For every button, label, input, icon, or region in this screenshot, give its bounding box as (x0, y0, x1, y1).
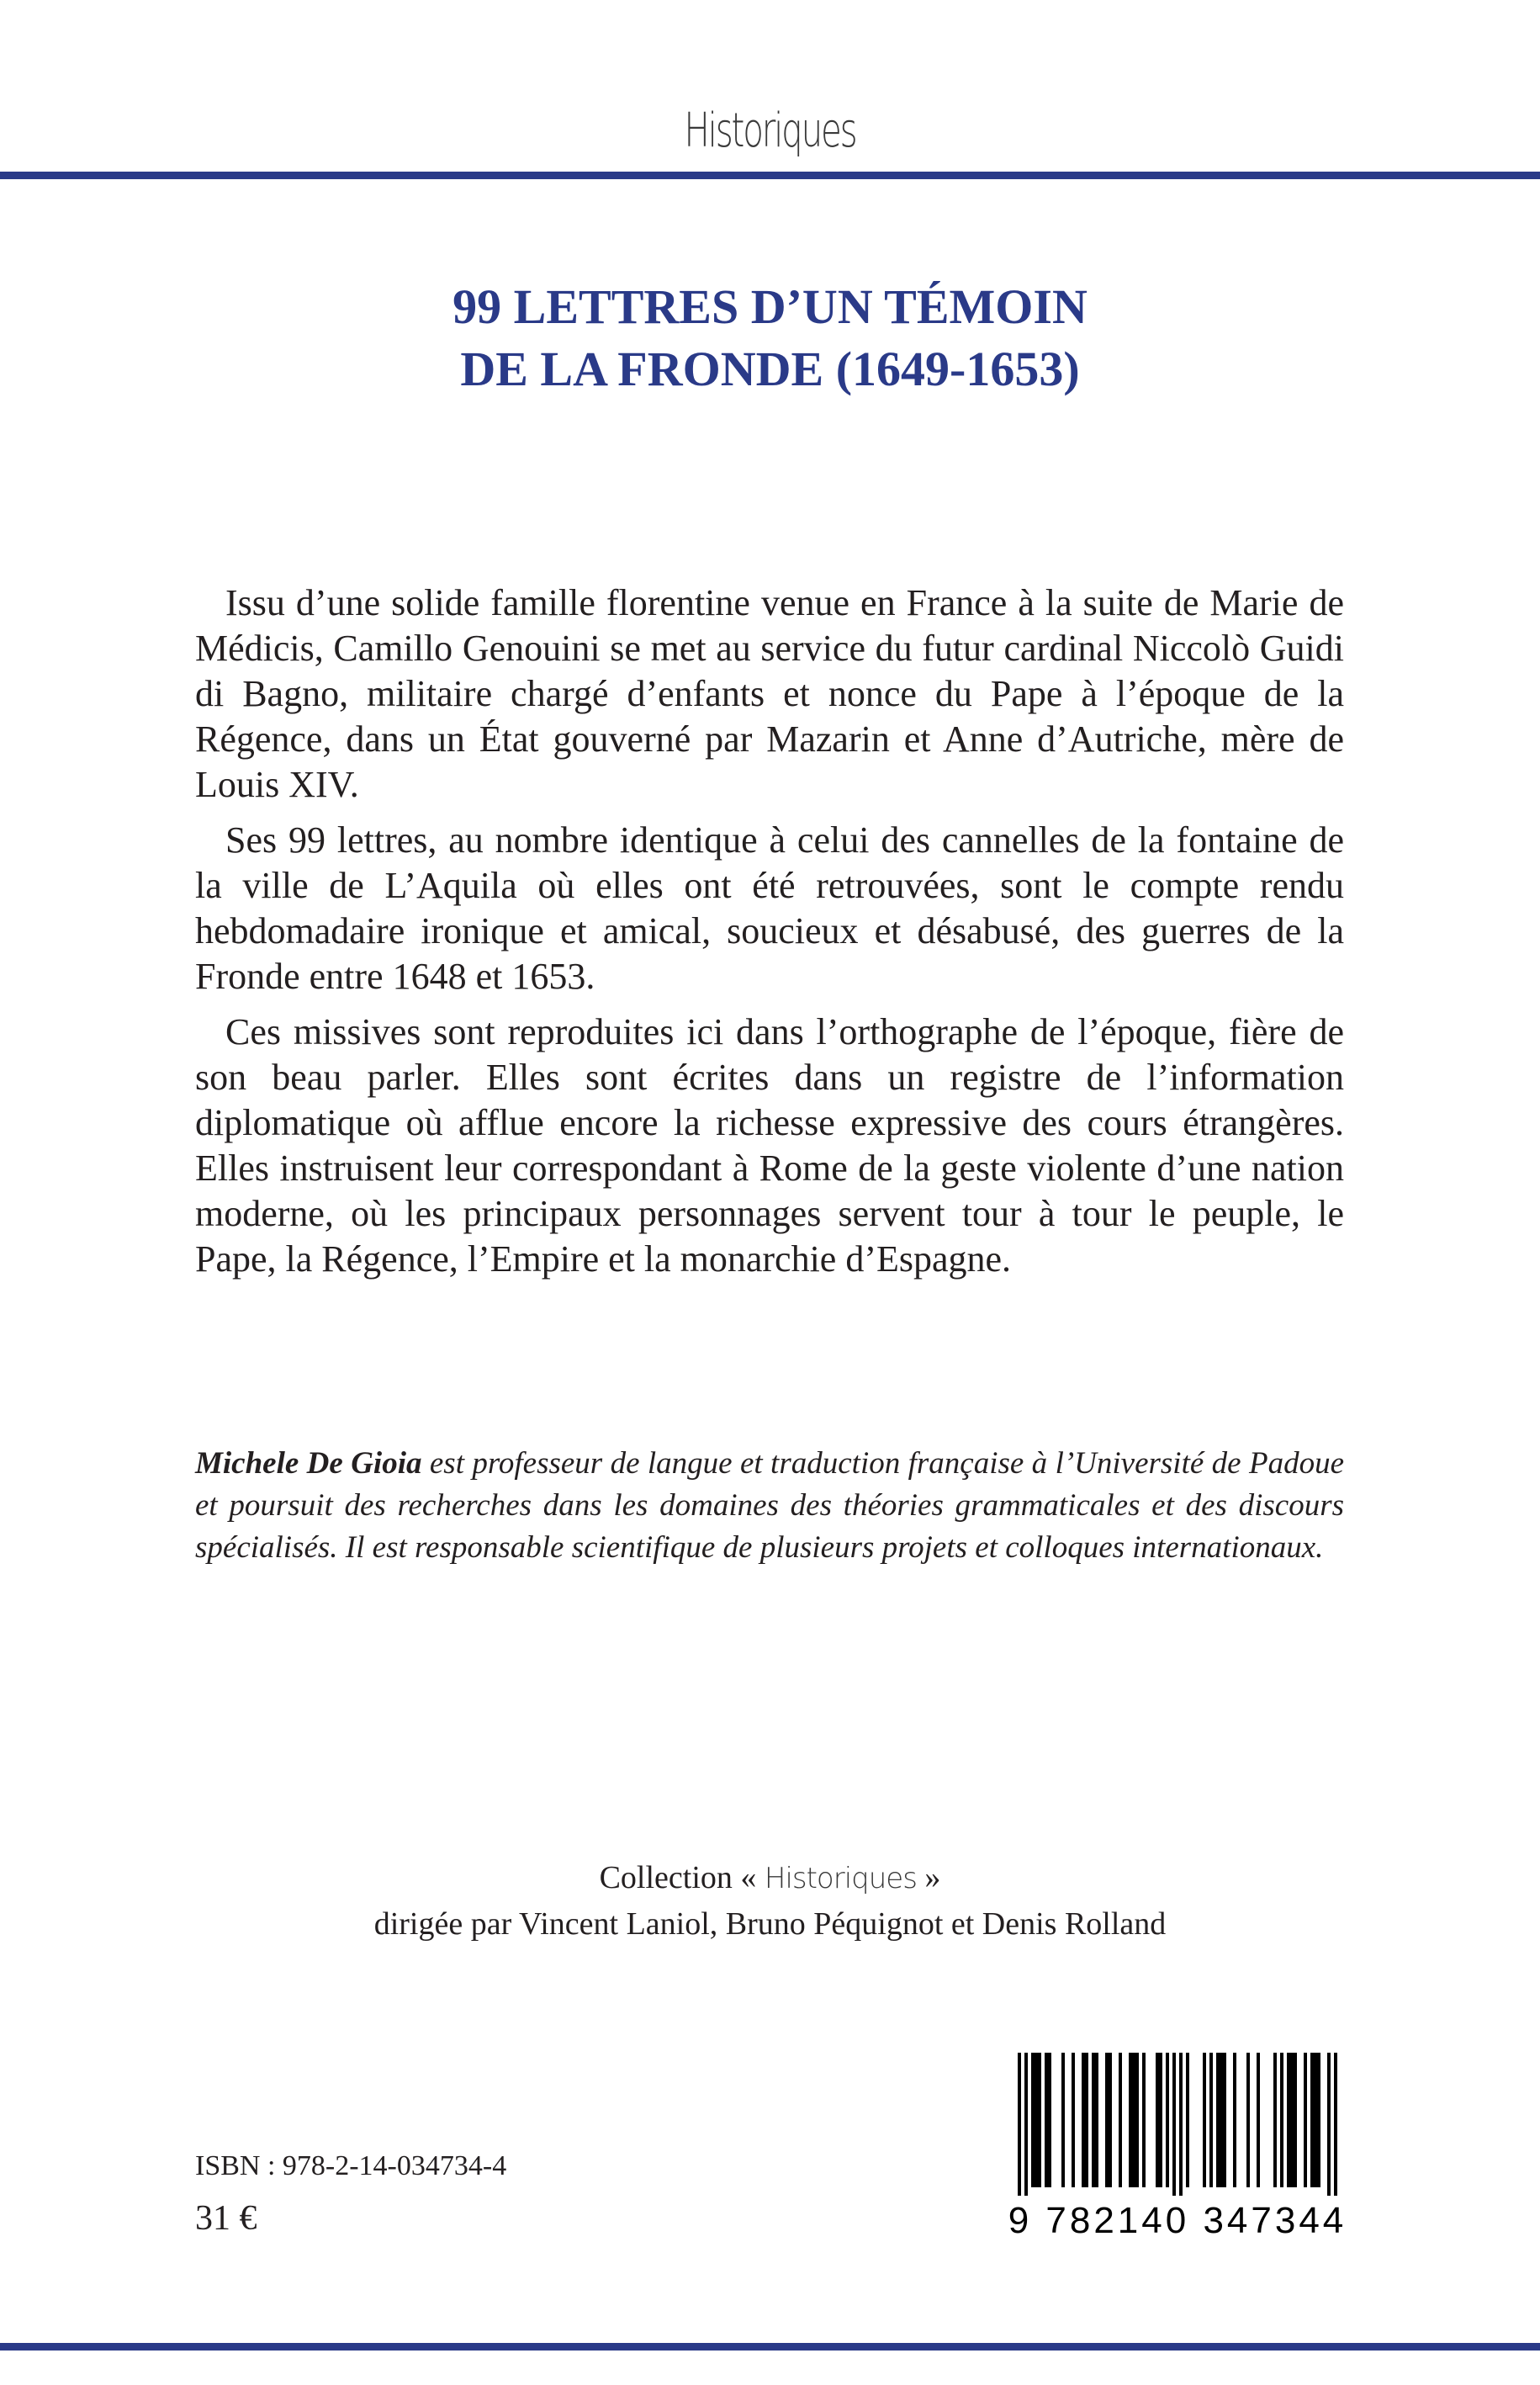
author-bio (195, 1443, 1344, 1569)
collection-series-name: Historiques (764, 1862, 917, 1895)
barcode-bar (1220, 2053, 1223, 2187)
barcode-bar (1095, 2053, 1098, 2187)
barcode-bar (1186, 2053, 1189, 2187)
barcode-bar (1280, 2053, 1283, 2187)
barcode-bar (1294, 2053, 1297, 2187)
barcode-bar (1290, 2053, 1294, 2187)
collection-directors: dirigée par Vincent Laniol, Bruno Péquignot et Denis Rolland (373, 1906, 1167, 1942)
barcode-bar (1018, 2053, 1021, 2196)
barcode-bar (1257, 2053, 1260, 2187)
collection-info (0, 1855, 1540, 1947)
barcode-bar (1172, 2053, 1176, 2196)
barcode-bar (1048, 2053, 1051, 2187)
barcode-bar (1216, 2053, 1220, 2187)
barcode-bar (1223, 2053, 1226, 2187)
bottom-divider (0, 2343, 1540, 2351)
barcode-bar (1142, 2053, 1146, 2187)
barcode-bar (1031, 2053, 1035, 2187)
barcode-bar (1119, 2053, 1122, 2187)
barcode-bar (1334, 2053, 1337, 2196)
barcode-bars (1009, 2053, 1346, 2196)
barcode-bar (1246, 2053, 1250, 2187)
author-bio-text: est professeur de langue et traduction française à l’Université de Padoue et poursuit des recherches dans les domaines des théories grammaticales et des discours spécialisés. Il est responsable scientifique de plusieurs projets et colloques internationaux. (195, 1446, 1345, 1565)
blurb (195, 580, 1344, 1292)
barcode-bar (1072, 2053, 1075, 2187)
top-divider (0, 172, 1540, 179)
barcode-bar (1035, 2053, 1038, 2187)
barcode-bar (1156, 2053, 1159, 2187)
author-name: Michele De Gioia (195, 1446, 422, 1481)
barcode-bar (1304, 2053, 1307, 2187)
collection-prefix: Collection « (599, 1860, 765, 1895)
barcode-bar (1209, 2053, 1213, 2187)
barcode-bar (1314, 2053, 1317, 2187)
barcode-bar (1179, 2053, 1183, 2196)
barcode-bar (1327, 2053, 1331, 2196)
barcode-bar (1287, 2053, 1290, 2187)
barcode-bar (1105, 2053, 1109, 2187)
barcode-bar (1092, 2053, 1095, 2187)
barcode-bar (1132, 2053, 1135, 2187)
barcode-bar (1203, 2053, 1206, 2187)
barcode-bar (1317, 2053, 1320, 2187)
barcode-bar (1159, 2053, 1162, 2187)
barcode-bar (1233, 2053, 1236, 2187)
barcode-bar (1109, 2053, 1112, 2187)
barcode-bar (1135, 2053, 1139, 2187)
blurb-paragraph: Ses 99 lettres, au nombre identique à celui des cannelles de la fontaine de la ville de L’Aquila où elles ont été retrouvées, sont le compte rendu hebdomadaire ironique et amical, soucieux et désabusé, des guerres de la Fronde entre 1648 et 1653. (195, 819, 1344, 997)
barcode-bar (1166, 2053, 1169, 2187)
barcode-bar (1310, 2053, 1314, 2187)
barcode-bar (1082, 2053, 1085, 2187)
barcode-bar (1038, 2053, 1041, 2187)
collection-suffix: » (916, 1860, 941, 1895)
barcode-bar (1024, 2053, 1028, 2196)
book-title (0, 276, 1540, 400)
series-logo: Historiques (684, 103, 856, 158)
book-title-line-1: 99 LETTRES D’UN TÉMOIN (452, 279, 1088, 334)
book-title-line-2: DE LA FRONDE (1649-1653) (460, 342, 1080, 396)
collection-line (0, 1855, 1540, 1901)
blurb-paragraph: Ces missives sont reproduites ici dans l’orthographe de l’époque, fière de son beau parler. Elles sont écrites dans un registre de l’information diplomatique où afflue encore la richesse expressive des cours étrangères. Elles instruisent leur correspondant à Rome de la geste violente d’une nation moderne, où les principaux personnages servent tour à tour le peuple, le Pape, la Régence, l’Empire et la monarchie d’Espagne. (195, 1011, 1344, 1280)
barcode-bar (1045, 2053, 1048, 2187)
price: 31 € (195, 2199, 257, 2238)
barcode-bar (1061, 2053, 1065, 2187)
isbn: ISBN : 978-2-14-034734-4 (195, 2150, 507, 2181)
barcode-bar (1085, 2053, 1088, 2187)
blurb-paragraph: Issu d’une solide famille florentine venue en France à la suite de Marie de Médicis, Camillo Genouini se met au service du futur cardinal Niccolò Guidi di Bagno, militaire chargé d’enfants et nonce du Pape à l’époque de la Régence, dans un État gouverné par Mazarin et Anne d’Autriche, mère de Louis XIV. (195, 582, 1344, 805)
barcode-bar (1129, 2053, 1132, 2187)
barcode-bar (1273, 2053, 1277, 2187)
barcode-digits: 9 782140 347344 (1008, 2200, 1347, 2241)
